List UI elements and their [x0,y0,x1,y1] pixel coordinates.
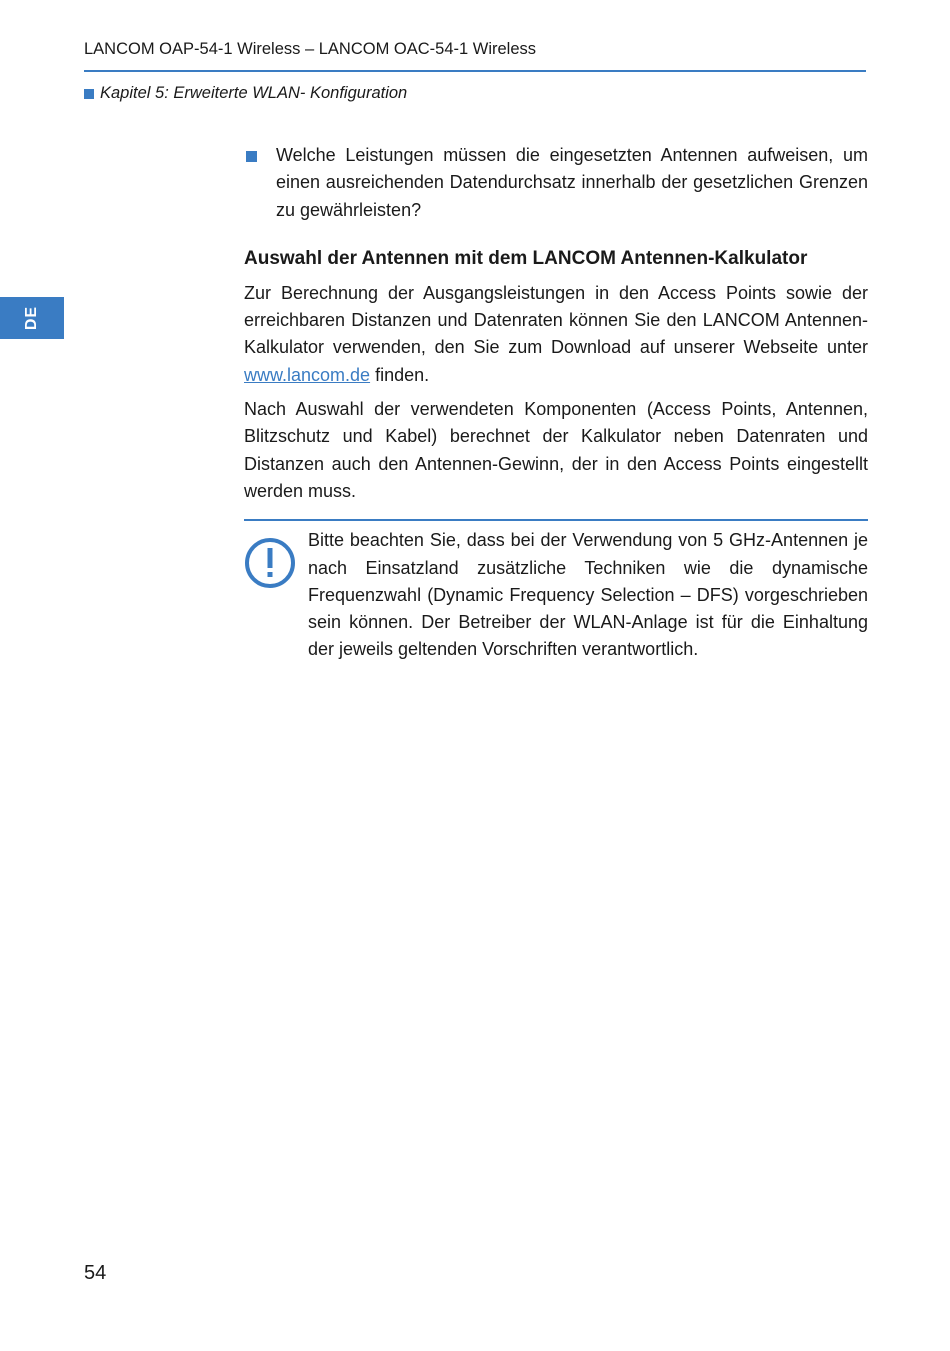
note-text: Bitte beachten Sie, dass bei der Verwendung von 5 GHz-Antennen je nach Einsatzland zusätzliche Techniken wie die dynamische Frequenzwahl (Dynamic Frequency Selection – DFS) vorgeschrieben sein können. Der Betreiber der WLAN-Anlage ist für die Einhaltung der jeweils geltenden Vorschriften verantwortlich. [308,530,868,660]
paragraph-1-end: finden. [370,364,430,385]
language-tab [0,297,64,339]
note-box [244,527,868,663]
paragraph-1 [244,280,868,389]
bullet-item [244,142,868,224]
header-rule [84,70,866,72]
page-number: 54 [84,1262,107,1284]
chapter-bullet-icon [84,89,94,99]
chapter-title: Kapitel 5: Erweiterte WLAN- Konfiguration [100,84,408,102]
chapter-line [84,84,407,103]
square-bullet-icon [246,151,257,162]
section-heading: Auswahl der Antennen mit dem LANCOM Antennen-Kalkulator [244,247,808,269]
language-tab-label: DE [22,305,40,331]
running-header-title: LANCOM OAP-54-1 Wireless – LANCOM OAC-54-1 Wireless [84,40,537,58]
note-rule [244,519,868,521]
paragraph-2: Nach Auswahl der verwendeten Komponenten (Access Points, Antennen, Blitzschutz und Kabel) berechnet der Kalkulator neben Datenraten und Distanzen auch den Antennen-Gewinn, der in den Access Points eingestellt werden muss. [244,399,868,501]
exclamation-circle-icon [244,527,308,663]
paragraph-1-text: Zur Berechnung der Ausgangsleistungen in den Access Points sowie der erreichbaren Distanzen und Datenraten können Sie den LANCOM Antennen-Kalkulator verwenden, den Sie zum Download auf unserer Webseite unter [244,282,868,358]
bullet-text: Welche Leistungen müssen die eingesetzten Antennen aufweisen, um einen ausreichenden Datendurchsatz innerhalb der gesetzlichen Grenzen zu gewährleisten? [276,145,868,220]
main-content [244,142,868,664]
lancom-website-link[interactable]: www.lancom.de [244,364,371,385]
